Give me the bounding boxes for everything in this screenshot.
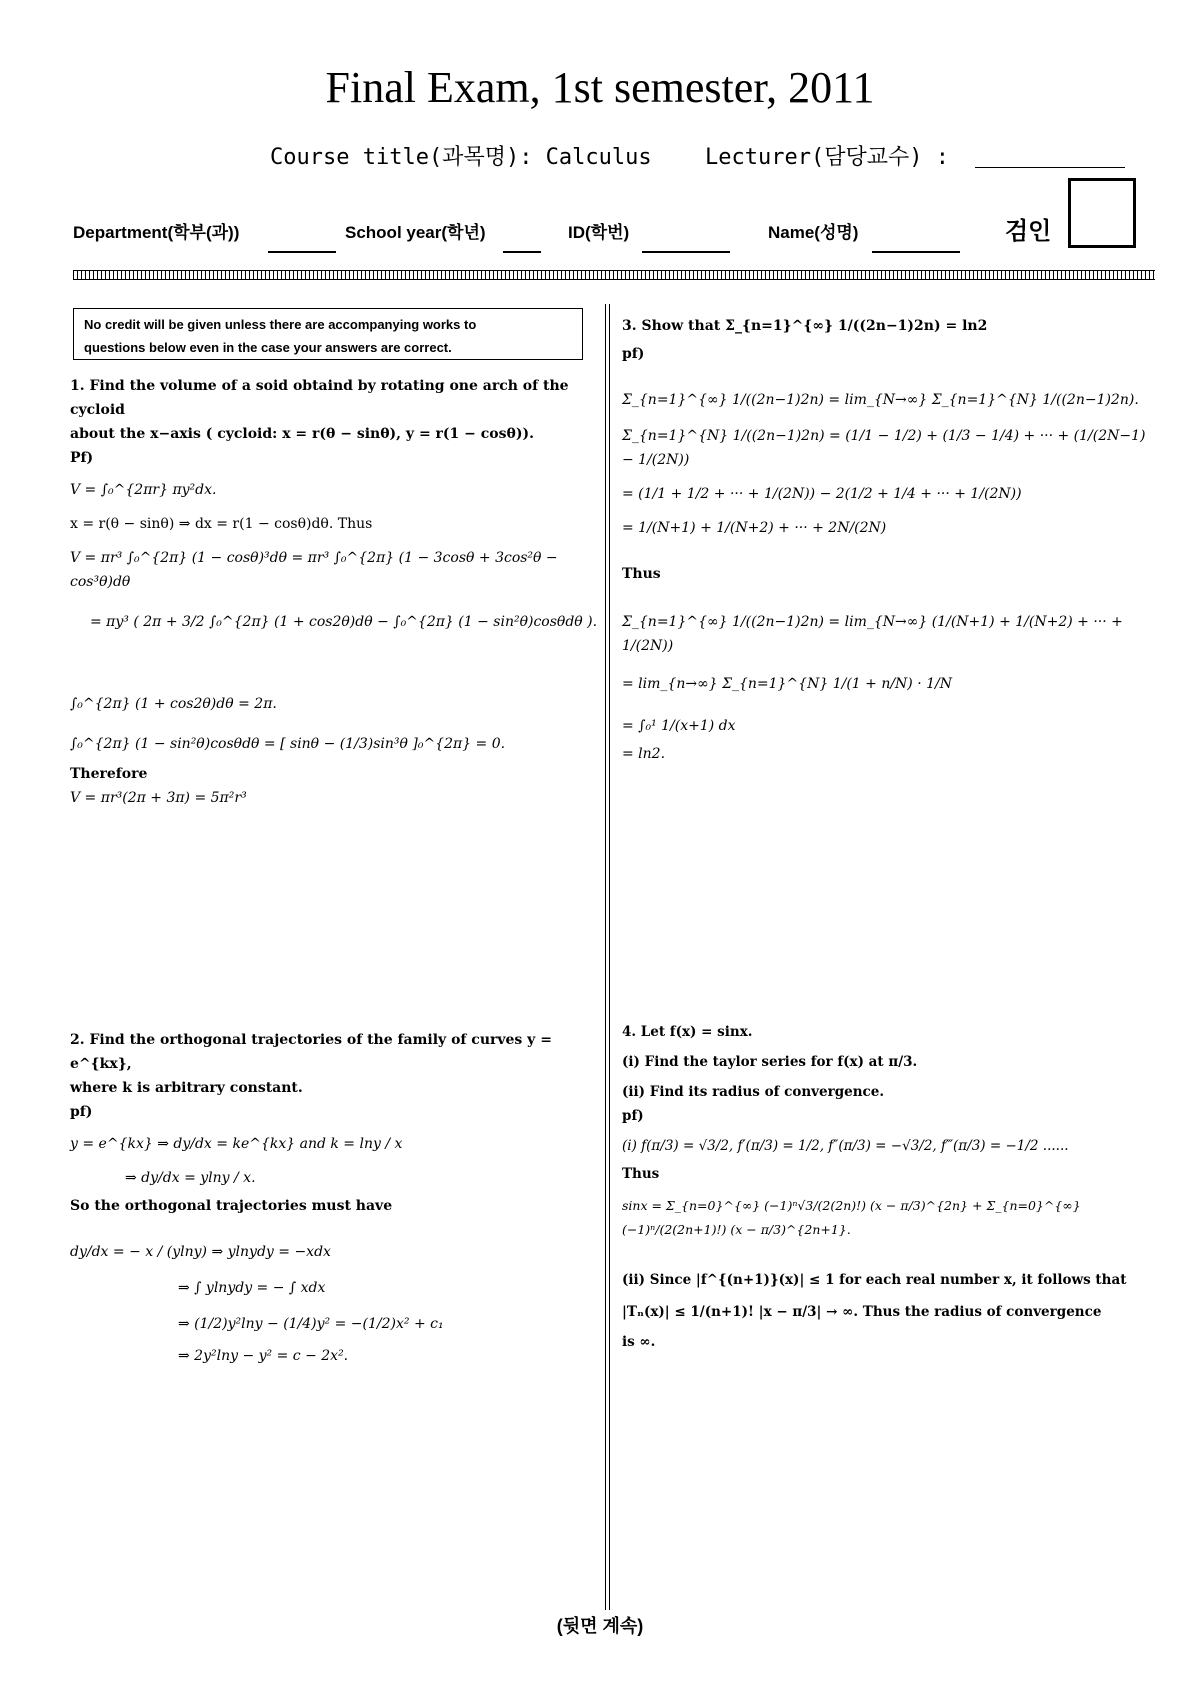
q4-line-2: sinx = Σ_{n=0}^{∞} (−1)ⁿ√3/(2(2n)!) (x − π/3)^{2n} + Σ_{n=0}^{∞} (−1)ⁿ/(2(2n+1)!) (x − π/3)^{2n+1}. bbox=[622, 1198, 1081, 1237]
q3-line-7: = ∫₀¹ 1/(x+1) dx bbox=[622, 718, 736, 734]
q1-line-2: x = r(θ − sinθ) ⇒ dx = r(1 − cosθ)dθ. Thus bbox=[70, 516, 373, 532]
question-4 bbox=[622, 1020, 1162, 1354]
school-year-blank bbox=[503, 251, 541, 253]
q2-line-4: dy/dx = − x / (ylny) ⇒ ylnydy = −xdx bbox=[70, 1244, 331, 1260]
notice-line-1: No credit will be given unless there are accompanying works to bbox=[84, 317, 477, 332]
q1-proof-label: Pf) bbox=[70, 450, 94, 466]
q1-line-7: V = πr³(2π + 3π) = 5π²r³ bbox=[70, 790, 247, 806]
q4-part-ii: (ii) Find its radius of convergence. bbox=[622, 1084, 885, 1100]
question-1 bbox=[70, 374, 600, 810]
q1-line-5: ∫₀^{2π} (1 + cos2θ)dθ = 2π. bbox=[70, 696, 277, 712]
exam-title: Final Exam, 1st semester, 2011 bbox=[325, 63, 875, 112]
q2-text: 2. Find the orthogonal trajectories of the family of curves y = e^{kx}, bbox=[70, 1032, 552, 1072]
id-label: ID(학번) bbox=[568, 223, 630, 242]
q2-line-5: ⇒ ∫ ylnydy = − ∫ xdx bbox=[178, 1280, 326, 1296]
q4-line-1: (i) f(π/3) = √3/2, f′(π/3) = 1/2, f″(π/3) = −√3/2, f‴(π/3) = −1/2 ...... bbox=[622, 1138, 1069, 1154]
q4-text: 4. Let f(x) = sinx. bbox=[622, 1024, 753, 1040]
q3-proof-label: pf) bbox=[622, 346, 645, 362]
id-blank bbox=[642, 251, 730, 253]
q2-line-3: So the orthogonal trajectories must have bbox=[70, 1198, 393, 1214]
q3-line-5: Σ_{n=1}^{∞} 1/((2n−1)2n) = lim_{N→∞} (1/(N+1) + 1/(N+2) + ··· + 1/(2N)) bbox=[622, 614, 1123, 654]
continue-on-back: (뒷면 계속) bbox=[556, 1616, 644, 1636]
q4-line-5: is ∞. bbox=[622, 1334, 656, 1350]
name-blank bbox=[872, 251, 960, 253]
lecturer-label: Lecturer(담당교수) : bbox=[705, 145, 949, 170]
q1-line-6: ∫₀^{2π} (1 − sin²θ)cosθdθ = [ sinθ − (1/3)sin³θ ]₀^{2π} = 0. bbox=[70, 736, 506, 752]
q1-text-2: about the x−axis ( cycloid: x = r(θ − sinθ), y = r(1 − cosθ)). bbox=[70, 426, 534, 442]
question-2 bbox=[70, 1028, 600, 1368]
department-blank bbox=[268, 251, 336, 253]
q1-line-4: = πy³ ( 2π + 3/2 ∫₀^{2π} (1 + cos2θ)dθ − ∫₀^{2π} (1 − sin²θ)cosθdθ ). bbox=[90, 614, 598, 630]
q2-line-2: ⇒ dy/dx = ylny / x. bbox=[125, 1170, 256, 1186]
notice-line-2: questions below even in the case your answers are correct. bbox=[84, 340, 452, 355]
name-label: Name(성명) bbox=[768, 223, 859, 242]
q1-therefore: Therefore bbox=[70, 766, 148, 782]
q4-part-i: (i) Find the taylor series for f(x) at π/3. bbox=[622, 1054, 918, 1070]
q4-line-4: |Tₙ(x)| ≤ 1/(n+1)! |x − π/3| → ∞. Thus the radius of convergence bbox=[622, 1304, 1102, 1320]
q3-line-3: = (1/1 + 1/2 + ··· + 1/(2N)) − 2(1/2 + 1/4 + ··· + 1/(2N)) bbox=[622, 486, 1022, 502]
q3-line-2: Σ_{n=1}^{N} 1/((2n−1)2n) = (1/1 − 1/2) + (1/3 − 1/4) + ··· + (1/(2N−1) − 1/(2N)) bbox=[622, 428, 1146, 468]
q1-line-3: V = πr³ ∫₀^{2π} (1 − cosθ)³dθ = πr³ ∫₀^{2π} (1 − 3cosθ + 3cos²θ − cos³θ)dθ bbox=[70, 550, 558, 590]
lecturer-blank-line bbox=[975, 167, 1125, 168]
q1-text: 1. Find the volume of a soid obtaind by rotating one arch of the cycloid bbox=[70, 378, 569, 418]
q2-line-1: y = e^{kx} ⇒ dy/dx = ke^{kx} and k = lny / x bbox=[70, 1136, 403, 1152]
course-title: Course title(과목명): Calculus bbox=[270, 145, 652, 170]
q2-proof-label: pf) bbox=[70, 1104, 93, 1120]
seal-label: 검인 bbox=[1005, 218, 1052, 245]
q4-thus: Thus bbox=[622, 1166, 660, 1182]
notice-box bbox=[73, 308, 583, 360]
question-3 bbox=[622, 314, 1157, 766]
q1-line-1: V = ∫₀^{2πr} πy²dx. bbox=[70, 482, 217, 498]
column-divider-left bbox=[605, 304, 606, 1610]
column-divider-right bbox=[609, 304, 610, 1610]
q2-line-6: ⇒ (1/2)y²lny − (1/4)y² = −(1/2)x² + c₁ bbox=[178, 1316, 444, 1332]
q4-line-3: (ii) Since |f^{(n+1)}(x)| ≤ 1 for each real number x, it follows that bbox=[622, 1272, 1127, 1288]
q3-line-4: = 1/(N+1) + 1/(N+2) + ··· + 2N/(2N) bbox=[622, 520, 887, 536]
q2-line-7: ⇒ 2y²lny − y² = c − 2x². bbox=[178, 1348, 349, 1364]
q3-line-8: = ln2. bbox=[622, 746, 666, 762]
header-divider bbox=[73, 270, 1155, 280]
q3-line-1: Σ_{n=1}^{∞} 1/((2n−1)2n) = lim_{N→∞} Σ_{n=1}^{N} 1/((2n−1)2n). bbox=[622, 392, 1139, 408]
q3-thus: Thus bbox=[622, 566, 661, 582]
q3-text: 3. Show that Σ_{n=1}^{∞} 1/((2n−1)2n) = ln2 bbox=[622, 318, 988, 334]
q3-line-6: = lim_{n→∞} Σ_{n=1}^{N} 1/(1 + n/N) · 1/N bbox=[622, 676, 952, 692]
department-label: Department(학부(과)) bbox=[73, 223, 240, 242]
seal-box bbox=[1068, 178, 1136, 248]
school-year-label: School year(학년) bbox=[345, 223, 486, 242]
q2-text-2: where k is arbitrary constant. bbox=[70, 1080, 303, 1096]
q4-proof-label: pf) bbox=[622, 1108, 644, 1124]
